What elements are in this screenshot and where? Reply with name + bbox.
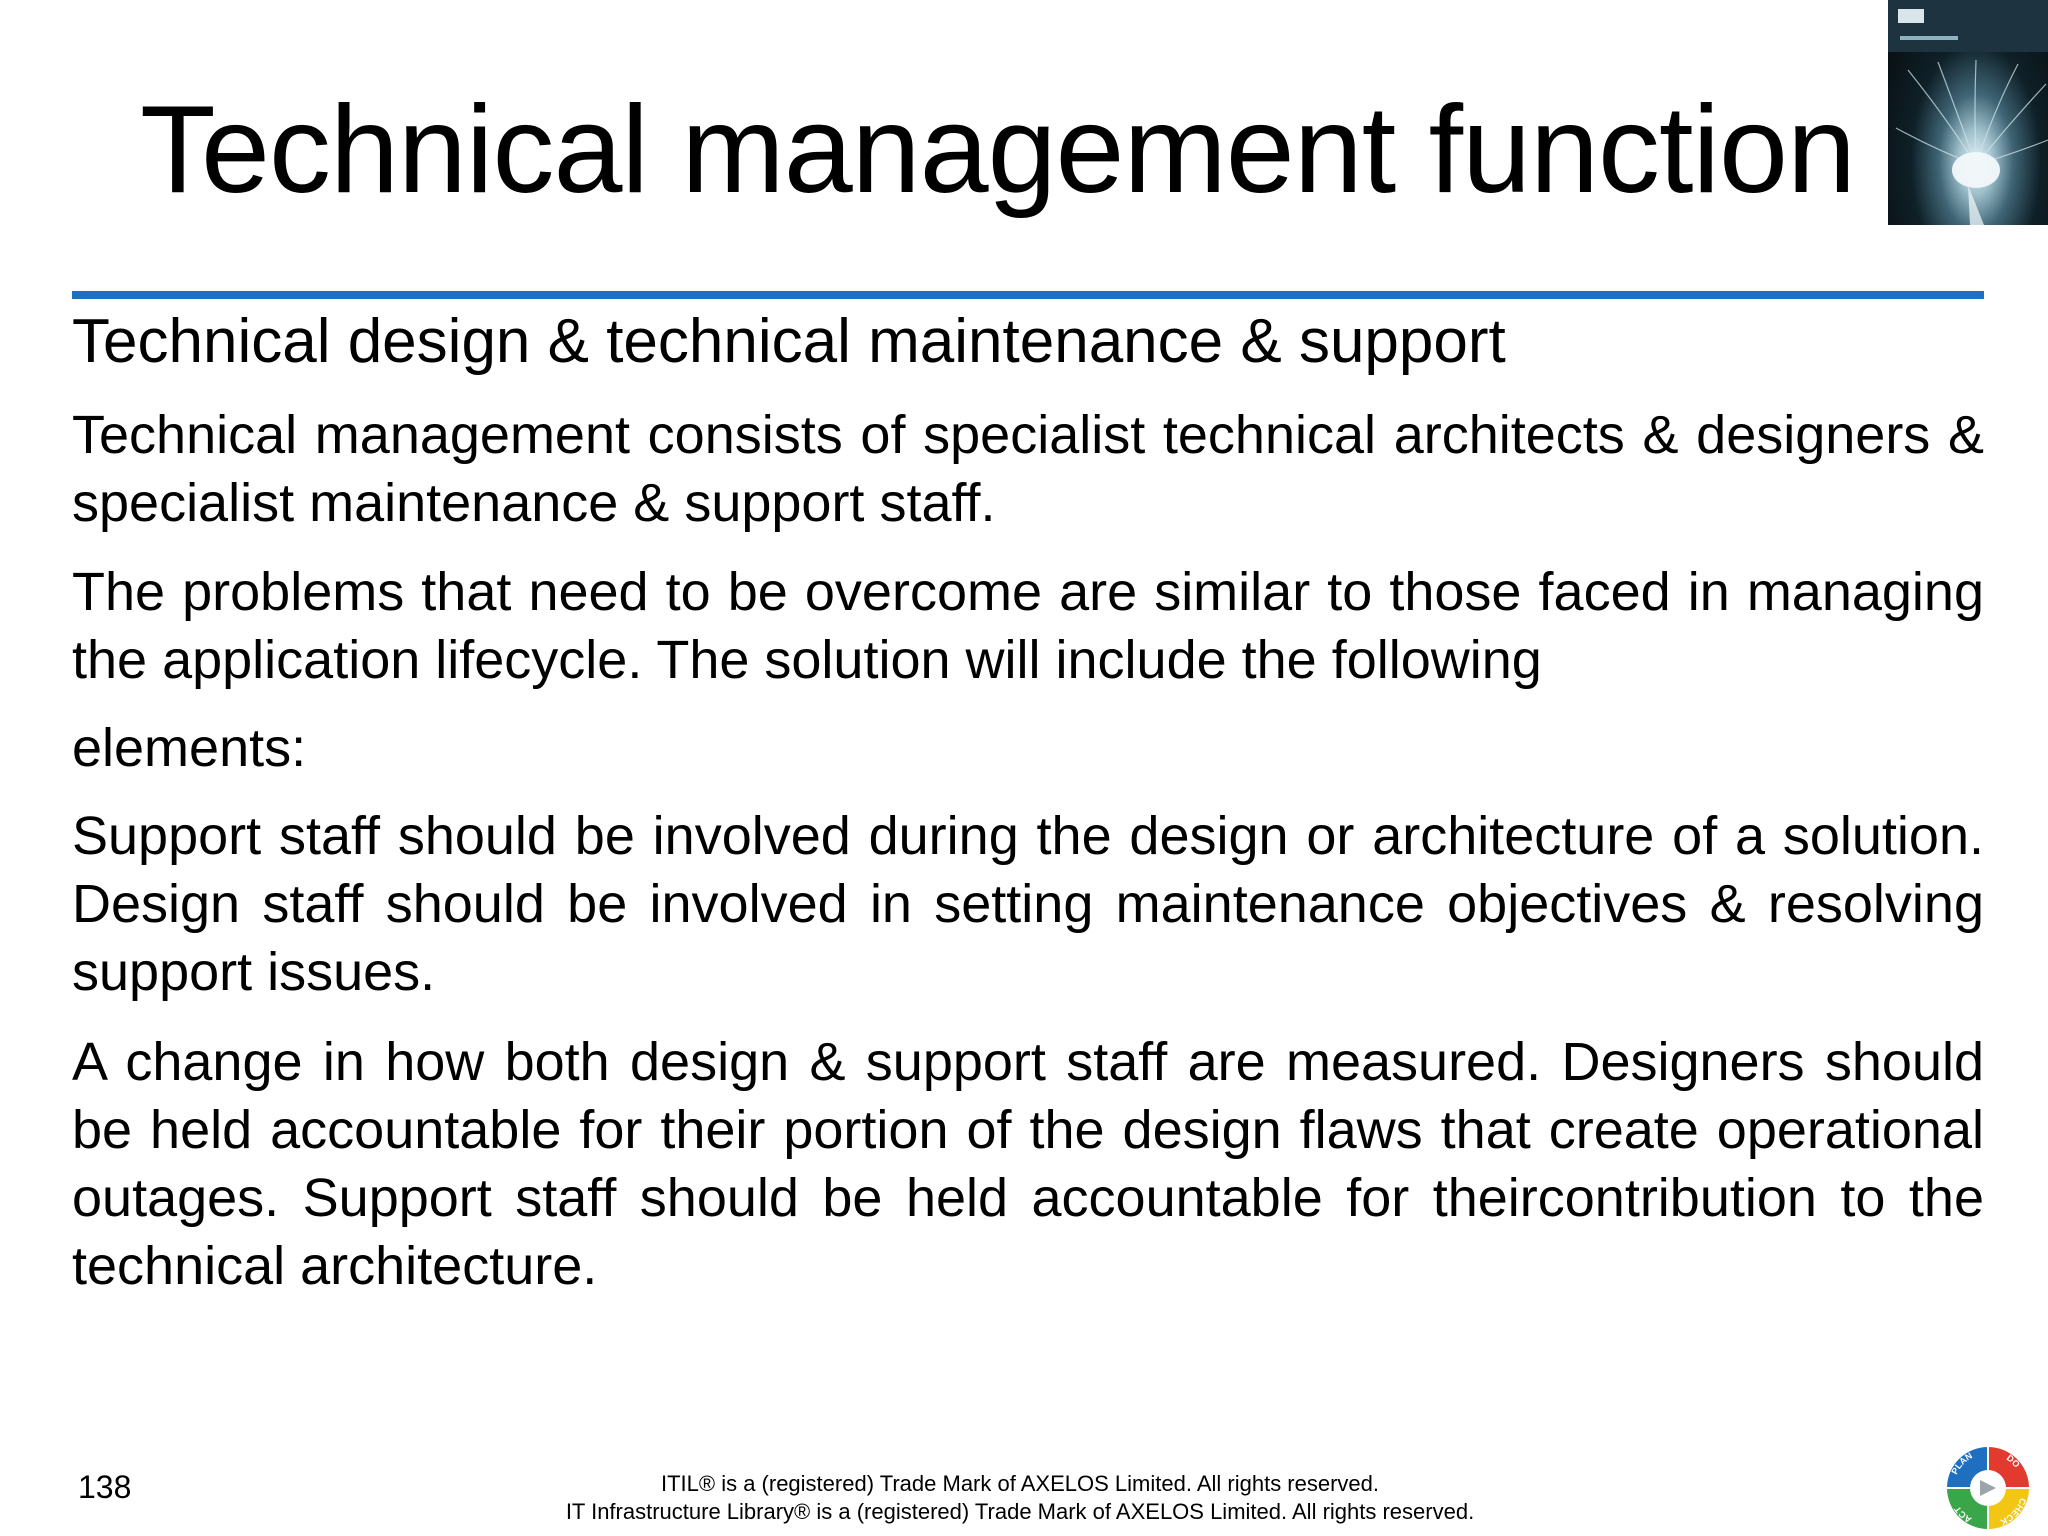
itil-book-cover-image — [1888, 0, 2048, 225]
paragraph-3: elements: — [72, 718, 307, 778]
slide-subtitle: Technical design & technical maintenance & support — [72, 307, 1506, 376]
title-divider — [72, 291, 1984, 299]
paragraph-2: The problems that need to be overcome are similar to those faced in managing the application lifecycle. The solution will include the following — [72, 562, 1984, 690]
logo-word-plan: PLAN — [1949, 1450, 1975, 1476]
logo-word-do: DO — [2004, 1452, 2022, 1470]
page-number: 138 — [78, 1469, 132, 1505]
paragraph-4: Support staff should be involved during the design or architecture of a solution. Design staff should be involved in setting maintenance objectives & resolving support issues. — [72, 806, 1984, 1002]
trademark-line-1: ITIL® is a (registered) Trade Mark of AXELOS Limited. All rights reserved. — [660, 1471, 1380, 1496]
pdca-cycle-logo — [1940, 1440, 2036, 1536]
trademark-line-2: IT Infrastructure Library® is a (registered) Trade Mark of AXELOS Limited. All rights reserved. — [565, 1499, 1475, 1524]
trademark-footer — [500, 1470, 1540, 1526]
slide-title: Technical management function — [140, 81, 1855, 219]
paragraph-1: Technical management consists of specialist technical architects & designers & specialist maintenance & support staff. — [72, 405, 1984, 533]
logo-word-check: CHECK — [1998, 1496, 2029, 1528]
paragraph-5: A change in how both design & support staff are measured. Designers should be held accountable for their portion of the design flaws that create operational outages. Support staff should be held accountable for theircontribution to the technical architecture. — [72, 1032, 1984, 1296]
logo-word-act: ACT — [1952, 1504, 1974, 1525]
